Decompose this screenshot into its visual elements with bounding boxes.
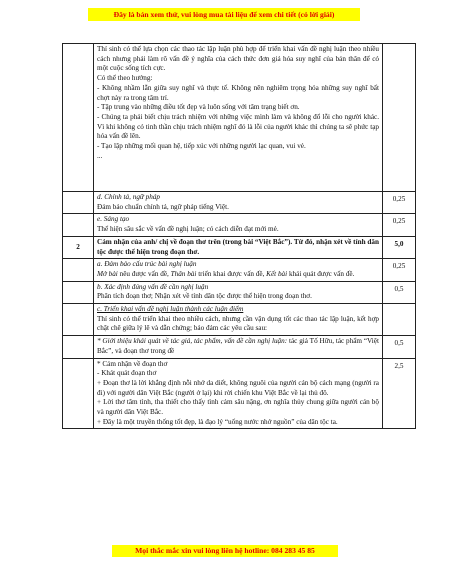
criterion-text [97,337,379,356]
criterion-text: Phân tích đoạn thơ; Nhận xét về tính dân tộc được thể hiện trong đoạn thơ. [97,292,312,301]
content-cell [94,214,383,236]
number-cell [63,304,94,336]
paragraph: Thí sinh có thể lựa chọn các thao tác lập luận phù hợp để triển khai vấn đề nghị luận theo nhiều cách nhưng phải làm rõ vấn đề ý nghĩa của cách thức đơn giả hóa suy nghĩ của bản thân để có một cuộc sống tích cực. [97,45,379,73]
score-cell: 2,5 [383,358,416,429]
content-cell [94,336,383,358]
score-cell: 0,25 [383,259,416,281]
hotline-footer: Mọi thắc mắc xin vui lòng liên hệ hotline: 084 283 45 85 [112,545,338,557]
score-cell: 0,5 [383,281,416,303]
text: tác giả Tố Hữu, tác phẩm “Việt Bắc”, và đoạn thơ trong đề [97,337,379,355]
table-row [63,336,416,358]
paragraph: - Khát quát đoạn thơ [97,369,157,378]
criterion-title: c. Triển khai vấn đề nghị luận thành các luận điểm [97,305,244,314]
paragraph: ... [97,151,103,160]
label-ket-bai: Kết bài [266,269,288,278]
paragraph: + Đoạn thơ là lời khẳng định nỗi nhớ da diết, không nguôi của người cán bộ cách mạng (người ra đi) với người dân Việt Bắc (người ở lại) khi rời chiến khu Việt Bắc về lại thủ đô. [97,378,379,397]
criterion-text: Thí sinh có thể triển khai theo nhiều cách, nhưng cần vận dụng tốt các thao tác lập luận, kết hợp chặt chẽ giữa lý lẽ và dẫn chứng; bảo đảm các yêu cầu sau: [97,314,379,333]
criterion-title: a. Đảm bảo cấu trúc bài nghị luận [97,260,197,269]
question-number: 2 [63,236,94,258]
score-cell: 0,25 [383,192,416,214]
number-cell [63,44,94,192]
number-cell [63,192,94,214]
table-row [63,358,416,429]
content-cell [94,304,383,336]
text: triển khai được vấn đề, [196,269,267,278]
content-cell [94,259,383,281]
criterion-title: * Giới thiệu khái quát về tác giả, tác phẩm, vấn đề cần nghị luận: [97,337,288,346]
criterion-text: Thể hiện sâu sắc về vấn đề nghị luận; có cách diễn đạt mới mẻ. [97,225,279,234]
content-cell [94,44,383,192]
criterion-title: * Cảm nhận về đoạn thơ [97,359,168,368]
text: nêu được vấn đề, [117,269,171,278]
paragraph: - Không nhầm lẫn giữa suy nghĩ và thực tế. Không nên nghiêm trọng hóa những suy nghĩ bất chợt này ra trong tâm trí. [97,83,379,102]
grading-table [62,43,416,429]
label-than-bai: Thân bài [170,269,197,278]
number-cell [63,281,94,303]
criterion-text [97,270,379,280]
score-cell: 0,5 [383,336,416,358]
question-score: 5,0 [383,236,416,258]
number-cell [63,259,94,281]
paragraph: - Tạo lập những mối quan hệ, tiếp xúc với những người lạc quan, vui vẻ. [97,142,306,151]
table-row [63,44,416,192]
table-row [63,304,416,336]
criterion-title: e. Sáng tạo [97,215,130,224]
paragraph: - Chúng ta phải biết chịu trách nhiệm với những việc mình làm và không đổ lỗi cho người khác. Vì khi không có tinh thần chịu trách nhiệm nghĩ đó là lỗi của người khác thì chúng ta sẽ phức tạp hóa vấn đề lên. [97,112,379,141]
table-row [63,281,416,303]
preview-banner: Đây là bản xem thử, vui lòng mua tài liệu để xem chi tiết (có lời giải) [88,8,360,21]
criterion-text: Đảm bảo chuẩn chính tả, ngữ pháp tiếng Việt. [97,202,229,211]
content-cell [94,192,383,214]
paragraph: - Tập trung vào những điều tốt đẹp và luôn sống với tâm trạng biết ơn. [97,103,300,112]
criterion-title: b. Xác định đúng vấn đề cần nghị luận [97,282,209,291]
score-cell [383,304,416,336]
criterion-title: d. Chính tả, ngữ pháp [97,193,161,201]
paragraph: + Đây là một truyền thống tốt đẹp, là đạo lý “uống nước nhớ nguồn” của dân tộc ta. [97,417,338,426]
number-cell [63,214,94,236]
paragraph: + Lời thơ tâm tình, tha thiết cho thấy tình cảm sâu nặng, ơn nghĩa thủy chung giữa người cán bộ và người dân Việt Bắc. [97,398,379,417]
table-row [63,214,416,236]
text: khái quát được vấn đề. [287,269,355,278]
content-cell [94,281,383,303]
content-cell [94,358,383,429]
number-cell [63,358,94,429]
label-mo-bai: Mở bài [97,269,118,278]
score-cell [383,44,416,192]
score-cell: 0,25 [383,214,416,236]
number-cell [63,336,94,358]
table-row [63,192,416,214]
paragraph: Có thể theo hướng: [97,74,153,83]
question-row [63,236,416,258]
question-title: Cảm nhận của anh/ chị về đoạn thơ trên (trong bài “Việt Bắc”). Từ đó, nhận xét về tính dân tộc được thể hiện trong đoạn thơ. [94,236,383,258]
table-row [63,259,416,281]
